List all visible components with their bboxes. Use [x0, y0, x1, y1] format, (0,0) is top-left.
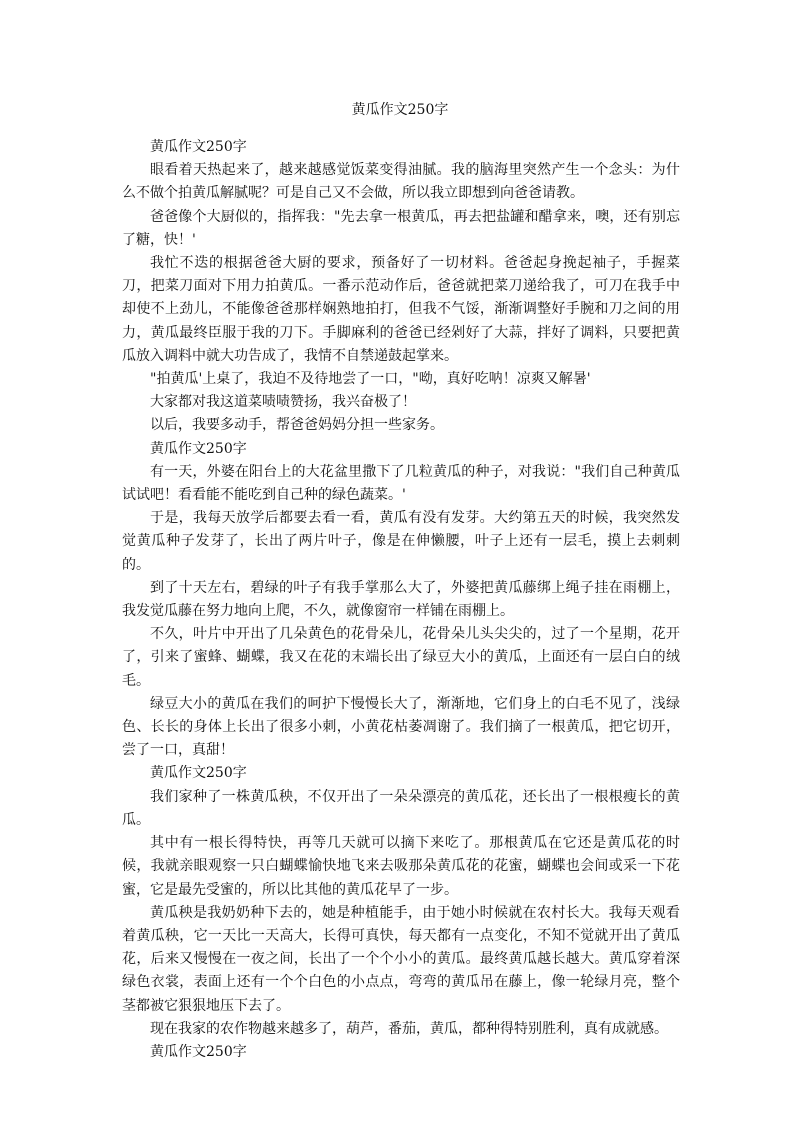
paragraph: 爸爸像个大厨似的，指挥我："先去拿一根黄瓜，再去把盐罐和醋拿来，噢，还有别忘了糖，快！': [122, 208, 680, 248]
paragraph: 绿豆大小的黄瓜在我们的呵护下慢慢长大了，渐渐地，它们身上的白毛不见了，浅绿色、长长的身体上长出了很多小刺，小黄花枯萎凋谢了。我们摘了一根黄瓜，把它切开，尝了一口，真甜！: [122, 695, 680, 759]
section-heading: 黄瓜作文250字: [150, 1043, 247, 1060]
document-title: 黄瓜作文250字: [351, 102, 449, 118]
paragraph: 有一天，外婆在阳台上的大花盆里撒下了几粒黄瓜的种子，对我说："我们自己种黄瓜试试吧！看看能不能吃到自己种的绿色蔬菜。': [122, 463, 680, 504]
section-heading: 黄瓜作文250字: [150, 139, 247, 155]
paragraph: "拍黄瓜'上桌了，我迫不及待地尝了一口，"呦，真好吃呐！凉爽又解暑': [150, 371, 591, 388]
paragraph: 黄瓜秧是我奶奶种下去的，她是种植能手，由于她小时候就在农村长大。我每天观看着黄瓜秧，它一天比一天高大，长得可真快，每天都有一点变化，不知不觉就开出了黄瓜花，后来又慢慢在一夜之间，长出了一个个小小的黄瓜。最终黄瓜越长越大。黄瓜穿着深绿色衣裳，表面上还有一个个白色的小点点，弯弯的黄瓜吊在藤上，像一轮绿月亮，整个茎都被它狠狠地压下去了。: [122, 904, 680, 1014]
paragraph: 大家都对我这道菜啧啧赞扬，我兴奋极了！: [150, 394, 416, 411]
paragraph: 不久，叶片中开出了几朵黄色的花骨朵儿，花骨朵儿头尖尖的，过了一个星期，花开了，引来了蜜蜂、蝴蝶，我又在花的末端长出了绿豆大小的黄瓜，上面还有一层白白的绒毛。: [122, 626, 680, 689]
section-heading: 黄瓜作文250字: [150, 765, 247, 782]
document-body: [122, 136, 680, 1064]
paragraph: 其中有一根长得特快，再等几天就可以摘下来吃了。那根黄瓜在它还是黄瓜花的时候，我就亲眼观察一只白蝴蝶愉快地飞来去吸那朵黄瓜花的花蜜，蝴蝶也会间或采一下花蜜，它是最先受蜜的，所以比其他的黄瓜花早了一步。: [122, 835, 680, 898]
paragraph: 眼看着天热起来了，越来越感觉饭菜变得油腻。我的脑海里突然产生一个念头：为什么不做个拍黄瓜解腻呢？可是自己又不会做，所以我立即想到向爸爸请教。: [122, 162, 680, 202]
paragraph: 我们家种了一株黄瓜秧，不仅开出了一朵朵漂亮的黄瓜花，还长出了一根根瘦长的黄瓜。: [122, 788, 680, 828]
section-heading: 黄瓜作文250字: [150, 440, 247, 457]
paragraph: 我忙不迭的根据爸爸大厨的要求，预备好了一切材料。爸爸起身挽起袖子，手握菜刀，把菜刀面对下用力拍黄瓜。一番示范动作后，爸爸就把菜刀递给我了，可刀在我手中却使不上劲儿，不能像爸爸那样娴熟地拍打，但我不气馁，渐渐调整好手腕和刀之间的用力，黄瓜最终臣服于我的刀下。手脚麻利的爸爸已经剁好了大蒜，拌好了调料，只要把黄瓜放入调料中就大功告成了，我情不自禁递鼓起掌来。: [122, 255, 680, 364]
paragraph: 现在我家的农作物越来越多了，葫芦，番茄，黄瓜，都种得特别胜利，真有成就感。: [150, 1020, 668, 1037]
paragraph: 到了十天左右，碧绿的叶子有我手掌那么大了，外婆把黄瓜藤绑上绳子挂在雨棚上，我发觉瓜藤在努力地向上爬，不久，就像窗帘一样铺在雨棚上。: [122, 579, 680, 620]
paragraph: 以后，我要多动手，帮爸爸妈妈分担一些家务。: [150, 417, 444, 434]
paragraph: 于是，我每天放学后都要去看一看，黄瓜有没有发芽。大约第五天的时候，我突然发觉黄瓜种子发芽了，长出了两片叶子，像是在伸懒腰，叶子上还有一层毛，摸上去刺刺的。: [122, 510, 680, 573]
